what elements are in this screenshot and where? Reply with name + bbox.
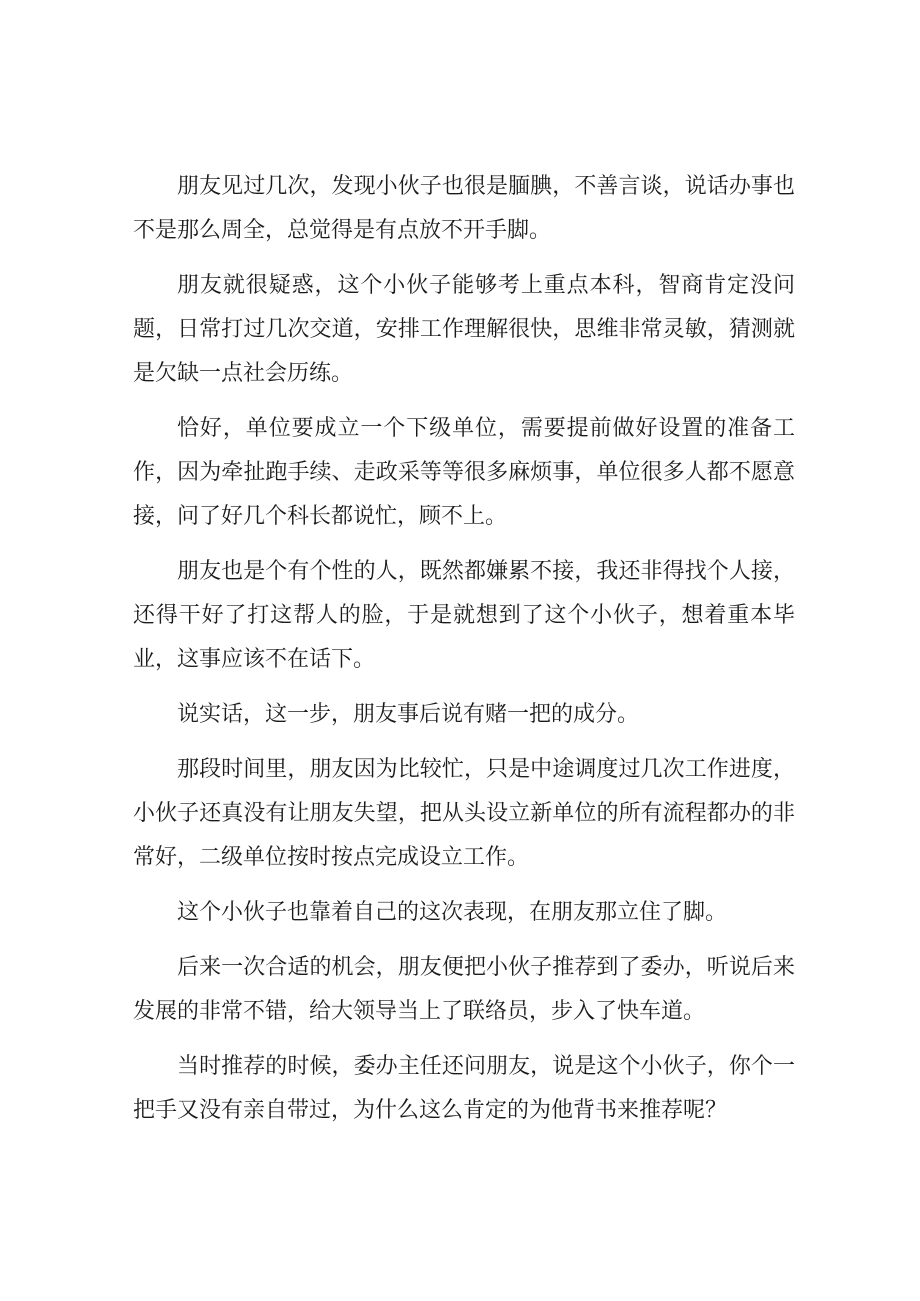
- paragraph-7: 这个小伙子也靠着自己的这次表现，在朋友那立住了脚。: [177, 900, 728, 925]
- paragraph-1: 朋友见过几次，发现小伙子也很是腼腆，不善言谈，说话办事也不是那么周全，总觉得是有点放不开手脚。: [133, 174, 795, 243]
- paragraph-5: 说实话，这一步，朋友事后说有赌一把的成分。: [177, 702, 640, 727]
- paragraph-6: 那段时间里，朋友因为比较忙，只是中途调度过几次工作进度，小伙子还真没有让朋友失望，把从头设立新单位的所有流程都办的非常好，二级单位按时按点完成设立工作。: [133, 757, 795, 870]
- paragraph-9: 当时推荐的时候，委办主任还问朋友，说是这个小伙子，你个一把手又没有亲自带过，为什么这么肯定的为他背书来推荐呢？: [133, 1054, 795, 1123]
- paragraph-8: 后来一次合适的机会，朋友便把小伙子推荐到了委办，听说后来发展的非常不错，给大领导当上了联络员，步入了快车道。: [133, 955, 795, 1024]
- article-body: [133, 165, 795, 1144]
- paragraph-4: 朋友也是个有个性的人，既然都嫌累不接，我还非得找个人接，还得干好了打这帮人的脸，于是就想到了这个小伙子，想着重本毕业，这事应该不在话下。: [133, 559, 795, 672]
- paragraph-3: 恰好，单位要成立一个下级单位，需要提前做好设置的准备工作，因为牵扯跑手续、走政采等等很多麻烦事，单位很多人都不愿意接，问了好几个科长都说忙，顾不上。: [133, 416, 795, 529]
- paragraph-2: 朋友就很疑惑，这个小伙子能够考上重点本科，智商肯定没问题，日常打过几次交道，安排工作理解很快，思维非常灵敏，猜测就是欠缺一点社会历练。: [133, 273, 795, 386]
